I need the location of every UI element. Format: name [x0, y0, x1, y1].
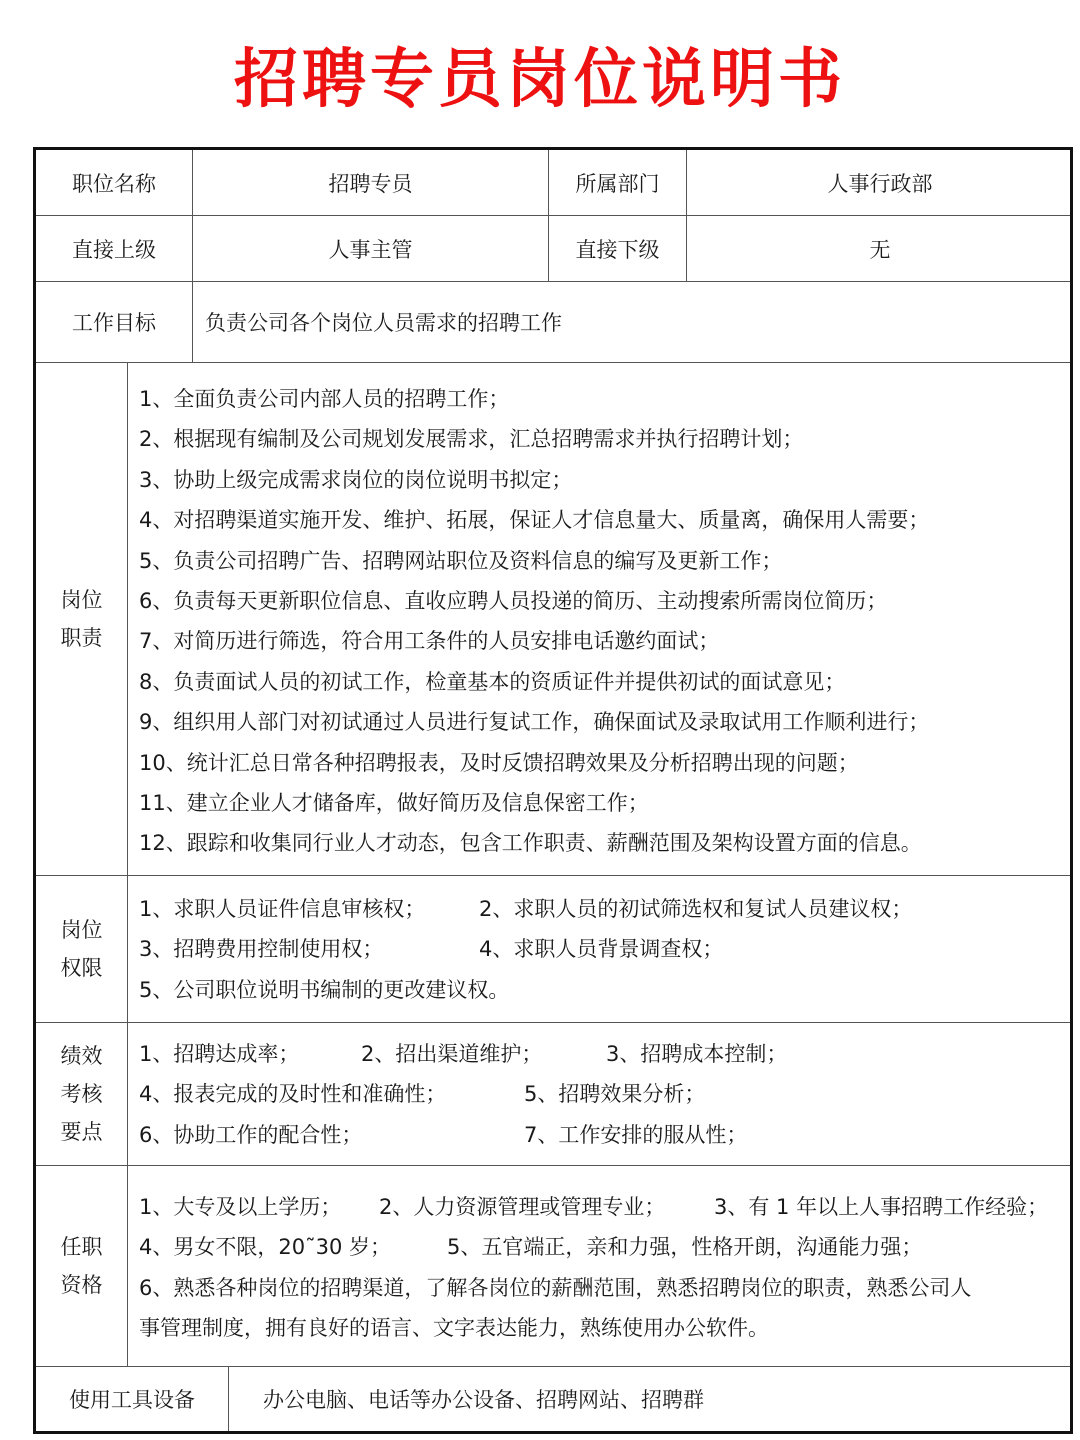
- position-label: 职位名称: [72, 171, 156, 196]
- kpi-label: [36, 1023, 127, 1165]
- document-title: 招聘专员岗位说明书: [234, 43, 846, 117]
- duty-item: 11、建立企业人才储备库，做好简历及信息保密工作；: [139, 790, 649, 815]
- qualification-item: 2、人力资源管理或管理专业；: [379, 1195, 666, 1219]
- authority-label: [36, 876, 127, 1022]
- kpi-item: 7、工作安排的服从性；: [524, 1122, 748, 1147]
- duty-item: 10、统计汇总日常各种招聘报表，及时反馈招聘效果及分析招聘出现的问题；: [139, 750, 859, 775]
- kpi-label-line2: 考核: [60, 1082, 103, 1106]
- goal-value: 负责公司各个岗位人员需求的招聘工作: [192, 282, 1073, 362]
- duty-item: 6、负责每天更新职位信息、直收应聘人员投递的简历、主动搜索所需岗位简历；: [139, 588, 888, 613]
- position-value: 招聘专员: [192, 150, 548, 215]
- qualification-label-line2: 资格: [60, 1273, 103, 1297]
- kpi-item: 6、协助工作的配合性；: [139, 1122, 363, 1147]
- row-position: [36, 150, 1070, 216]
- qualification-label-line1: 任职: [60, 1235, 103, 1259]
- duty-item: 1、全面负责公司内部人员的招聘工作；: [139, 387, 510, 411]
- qualification-list: [127, 1166, 1073, 1366]
- duty-item: 4、对招聘渠道实施开发、维护、拓展，保证人才信息量大、质量离，确保用人需要；: [139, 508, 930, 533]
- kpi-list: [127, 1023, 1073, 1165]
- duties-label-line2: 职责: [60, 626, 103, 650]
- qualification-line: [139, 1308, 1073, 1348]
- authority-item: 5、公司职位说明书编制的更改建议权。: [139, 977, 510, 1002]
- duty-item: 8、负责面试人员的初试工作，检童基本的资质证件并提供初试的面试意见；: [139, 669, 846, 694]
- row-goal: [36, 282, 1070, 363]
- qualification-line: [139, 1227, 1073, 1267]
- tools-label: 使用工具设备: [69, 1388, 195, 1412]
- department-value: 人事行政部: [686, 150, 1073, 215]
- duties-label: [36, 363, 127, 875]
- superior-label: 直接上级: [72, 237, 156, 262]
- department-label: 所属部门: [548, 150, 686, 215]
- superior-value: 人事主管: [192, 216, 548, 281]
- authority-line: [139, 970, 1073, 1010]
- qualification-label: [36, 1166, 127, 1366]
- row-superior: [36, 216, 1070, 282]
- job-description-table: [33, 147, 1073, 1434]
- authority-item: 4、求职人员背景调查权；: [479, 937, 724, 962]
- duties-list: [127, 363, 1073, 875]
- authority-label-line2: 权限: [60, 956, 103, 980]
- kpi-item: 1、招聘达成率；: [139, 1042, 300, 1066]
- qualification-line: [139, 1187, 1073, 1227]
- row-duties: [36, 363, 1070, 876]
- subordinate-value: 无: [686, 216, 1073, 281]
- kpi-item: 4、报表完成的及时性和准确性；: [139, 1082, 447, 1107]
- row-qualification: [36, 1166, 1070, 1367]
- duties-label-line1: 岗位: [60, 588, 103, 612]
- duty-item: 12、跟踪和收集同行业人才动态，包含工作职责、薪酬范围及架构设置方面的信息。: [139, 831, 922, 856]
- qualification-item: 1、大专及以上学历；: [139, 1195, 342, 1219]
- authority-line: [139, 929, 1073, 969]
- duty-item: 5、负责公司招聘广告、招聘网站职位及资料信息的编写及更新工作；: [139, 548, 783, 573]
- authority-item: 1、求职人员证件信息审核权；: [139, 897, 426, 921]
- duty-item: 3、协助上级完成需求岗位的岗位说明书拟定；: [139, 467, 573, 492]
- authority-label-line1: 岗位: [60, 918, 103, 942]
- row-tools: [36, 1367, 1070, 1431]
- tools-value: 办公电脑、电话等办公设备、招聘网站、招聘群: [228, 1367, 1073, 1431]
- duty-item: 2、根据现有编制及公司规划发展需求，汇总招聘需求并执行招聘计划；: [139, 427, 804, 452]
- kpi-line: [139, 1115, 1073, 1155]
- qualification-item: 6、熟悉各种岗位的招聘渠道，了解各岗位的薪酬范围，熟悉招聘岗位的职责，熟悉公司人: [139, 1275, 972, 1300]
- duty-item: 7、对简历进行筛选，符合用工条件的人员安排电话邀约面试；: [139, 629, 720, 654]
- duty-item: 9、组织用人部门对初试通过人员进行复试工作，确保面试及录取试用工作顺利进行；: [139, 710, 930, 735]
- goal-label: 工作目标: [72, 311, 156, 335]
- qualification-item: 5、五官端正，亲和力强，性格开朗，沟通能力强；: [447, 1235, 923, 1260]
- kpi-item: 2、招出渠道维护；: [361, 1042, 543, 1066]
- kpi-line: [139, 1074, 1073, 1114]
- authority-list: [127, 876, 1073, 1022]
- row-kpi: [36, 1023, 1070, 1166]
- qualification-item: 事管理制度，拥有良好的语言、文字表达能力，熟练使用办公软件。: [139, 1316, 769, 1341]
- authority-item: 2、求职人员的初试筛选权和复试人员建议权；: [479, 897, 913, 921]
- qualification-item: 3、有 1 年以上人事招聘工作经验；: [714, 1195, 1049, 1219]
- kpi-label-line1: 绩效: [60, 1044, 103, 1068]
- subordinate-label: 直接下级: [548, 216, 686, 281]
- authority-item: 3、招聘费用控制使用权；: [139, 937, 384, 962]
- kpi-item: 5、招聘效果分析；: [524, 1082, 706, 1107]
- authority-line: [139, 889, 1073, 929]
- kpi-label-line3: 要点: [60, 1120, 103, 1144]
- row-authority: [36, 876, 1070, 1023]
- qualification-item: 4、男女不限，20˜30 岁；: [139, 1235, 391, 1260]
- kpi-item: 3、招聘成本控制；: [606, 1042, 788, 1066]
- qualification-line: [139, 1268, 1073, 1308]
- kpi-line: [139, 1034, 1073, 1074]
